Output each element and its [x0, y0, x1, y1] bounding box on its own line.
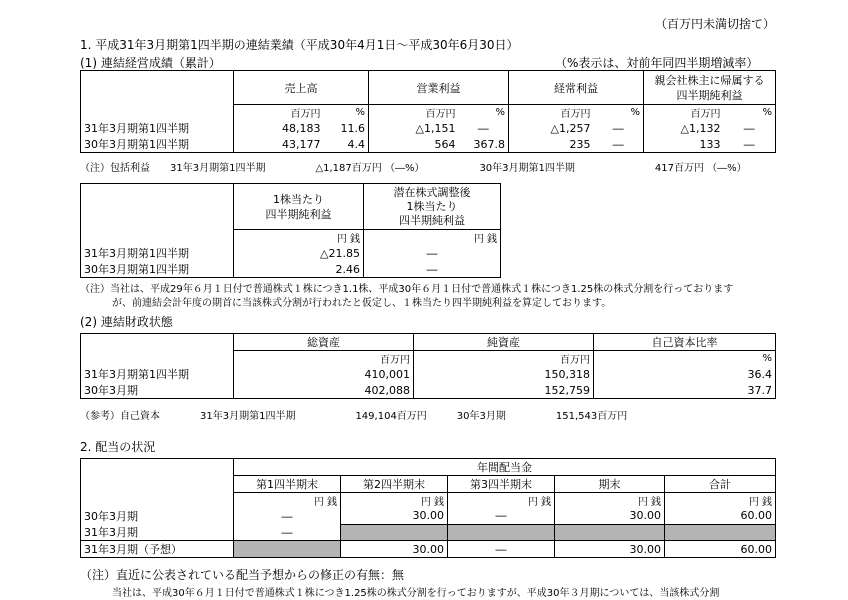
cell-net-pct: ― — [724, 136, 776, 153]
unit-note: （百万円未満切捨て） — [655, 17, 776, 31]
unit-yen: 円 銭 — [364, 230, 501, 246]
table-row — [81, 261, 501, 278]
section1-title: 1. 平成31年3月期第1四半期の連結業績（平成30年4月1日～平成30年6月30日） — [80, 38, 519, 52]
header-year-end: 期末 — [555, 476, 665, 493]
table-row — [81, 508, 776, 524]
cell-q2: 30.00 — [341, 541, 448, 558]
table-row — [81, 366, 776, 382]
header-q2: 第2四半期末 — [341, 476, 448, 493]
unit-yen: 円 銭 — [448, 493, 555, 509]
cell-sales: 48,183 — [234, 120, 324, 136]
cell-total-assets: 410,001 — [234, 366, 414, 382]
cell-net-assets: 152,759 — [414, 382, 594, 399]
cell-q3: ― — [448, 508, 555, 524]
pct-note: （%表示は、対前年同四半期増減率） — [555, 56, 759, 70]
cell-ordinary-pct: ― — [594, 120, 644, 136]
cell-equity-ratio: 36.4 — [594, 366, 776, 382]
cell-q3: ― — [448, 541, 555, 558]
table-row — [81, 136, 776, 153]
cell-operating: △1,151 — [369, 120, 459, 136]
header-ordinary-income: 経常利益 — [509, 71, 644, 105]
financial-position-table — [80, 333, 776, 399]
header-q1: 第1四半期末 — [234, 476, 341, 493]
row-label: 30年3月期 — [81, 382, 234, 399]
cell-ordinary: △1,257 — [509, 120, 594, 136]
table-row — [81, 382, 776, 399]
header-q3: 第3四半期末 — [448, 476, 555, 493]
unit-pct: % — [594, 105, 644, 121]
operating-results-table — [80, 70, 776, 153]
cell-q2: 30.00 — [341, 508, 448, 524]
table-row — [81, 245, 501, 261]
cell-operating: 564 — [369, 136, 459, 153]
section2-title: 2. 配当の状況 — [80, 440, 156, 454]
cell-q2-blank — [341, 524, 448, 541]
dividend-table — [80, 458, 776, 558]
cell-operating-pct: 367.8 — [459, 136, 509, 153]
cell-diluted: ― — [364, 245, 501, 261]
header-equity-ratio: 自己資本比率 — [594, 334, 776, 351]
row-label: 31年3月期（予想） — [81, 541, 234, 558]
row-label: 30年3月期 — [81, 508, 234, 524]
unit-million: 百万円 — [509, 105, 594, 121]
header-eps: 1株当たり 四半期純利益 — [234, 184, 364, 230]
unit-million: 百万円 — [414, 351, 594, 367]
header-operating-income: 営業利益 — [369, 71, 509, 105]
unit-pct: % — [724, 105, 776, 121]
financial-position-title: (2) 連結財政状態 — [80, 315, 173, 329]
cell-q1: ― — [234, 524, 341, 541]
cell-diluted: ― — [364, 261, 501, 278]
unit-million: 百万円 — [369, 105, 459, 121]
cell-total-assets: 402,088 — [234, 382, 414, 399]
equity-note: （参考）自己資本 31年3月期第1四半期 149,104百万円 30年3月期 151,543百万円 — [80, 411, 628, 422]
cell-year-end-blank — [555, 524, 665, 541]
unit-million: 百万円 — [234, 105, 324, 121]
cell-year-end: 30.00 — [555, 508, 665, 524]
cell-total-blank — [665, 524, 776, 541]
cell-sales: 43,177 — [234, 136, 324, 153]
cell-sales-pct: 4.4 — [324, 136, 369, 153]
cell-sales-pct: 11.6 — [324, 120, 369, 136]
unit-yen: 円 銭 — [234, 230, 364, 246]
cell-net-assets: 150,318 — [414, 366, 594, 382]
unit-million: 百万円 — [234, 351, 414, 367]
dividend-split-note: 当社は、平成30年６月１日付で普通株式１株につき1.25株の株式分割を行っておりますが、平成30年３月期については、当該株式分割 — [112, 588, 720, 599]
cell-q1-blank — [234, 541, 341, 558]
cell-equity-ratio: 37.7 — [594, 382, 776, 399]
row-label: 30年3月期第1四半期 — [81, 136, 234, 153]
cell-q1: ― — [234, 508, 341, 524]
cell-year-end: 30.00 — [555, 541, 665, 558]
unit-million: 百万円 — [644, 105, 724, 121]
cell-net: △1,132 — [644, 120, 724, 136]
dividend-revision-note: （注）直近に公表されている配当予想からの修正の有無：無 — [80, 568, 405, 582]
unit-yen: 円 銭 — [665, 493, 776, 509]
header-net-income: 親会社株主に帰属する 四半期純利益 — [644, 71, 776, 105]
cell-total: 60.00 — [665, 508, 776, 524]
header-diluted-eps: 潜在株式調整後 1株当たり 四半期純利益 — [364, 184, 501, 230]
stock-split-note-cont: が、前連結会計年度の期首に当該株式分割が行われたと仮定し、１株当たり四半期純利益を算定しております。 — [112, 298, 612, 309]
cell-operating-pct: ― — [459, 120, 509, 136]
header-total-assets: 総資産 — [234, 334, 414, 351]
cell-net-pct: ― — [724, 120, 776, 136]
unit-yen: 円 銭 — [555, 493, 665, 509]
table-row — [81, 541, 776, 558]
eps-table — [80, 183, 501, 278]
unit-yen: 円 銭 — [234, 493, 341, 509]
cell-net: 133 — [644, 136, 724, 153]
header-sales: 売上高 — [234, 71, 369, 105]
row-label: 31年3月期第1四半期 — [81, 120, 234, 136]
cell-ordinary: 235 — [509, 136, 594, 153]
operating-results-title: (1) 連結経営成績（累計） — [80, 56, 221, 70]
table-row — [81, 524, 776, 541]
comprehensive-income-note: （注）包括利益 31年3月期第1四半期 △1,187百万円 （―%） 30年3月期第1四半期 417百万円 （―%） — [80, 163, 747, 174]
cell-q3-blank — [448, 524, 555, 541]
row-label: 30年3月期第1四半期 — [81, 261, 234, 278]
row-label: 31年3月期第1四半期 — [81, 366, 234, 382]
row-label: 31年3月期第1四半期 — [81, 245, 234, 261]
unit-pct: % — [459, 105, 509, 121]
unit-pct: % — [594, 351, 776, 367]
unit-pct: % — [324, 105, 369, 121]
table-row — [81, 120, 776, 136]
header-annual-dividend: 年間配当金 — [234, 459, 776, 476]
cell-eps: 2.46 — [234, 261, 364, 278]
cell-eps: △21.85 — [234, 245, 364, 261]
row-label: 31年3月期 — [81, 524, 234, 541]
cell-total: 60.00 — [665, 541, 776, 558]
unit-yen: 円 銭 — [341, 493, 448, 509]
header-total: 合計 — [665, 476, 776, 493]
header-net-assets: 純資産 — [414, 334, 594, 351]
cell-ordinary-pct: ― — [594, 136, 644, 153]
stock-split-note: （注）当社は、平成29年６月１日付で普通株式１株につき1.1株、平成30年６月１日付で普通株式１株につき1.25株の株式分割を行っております — [80, 284, 734, 295]
